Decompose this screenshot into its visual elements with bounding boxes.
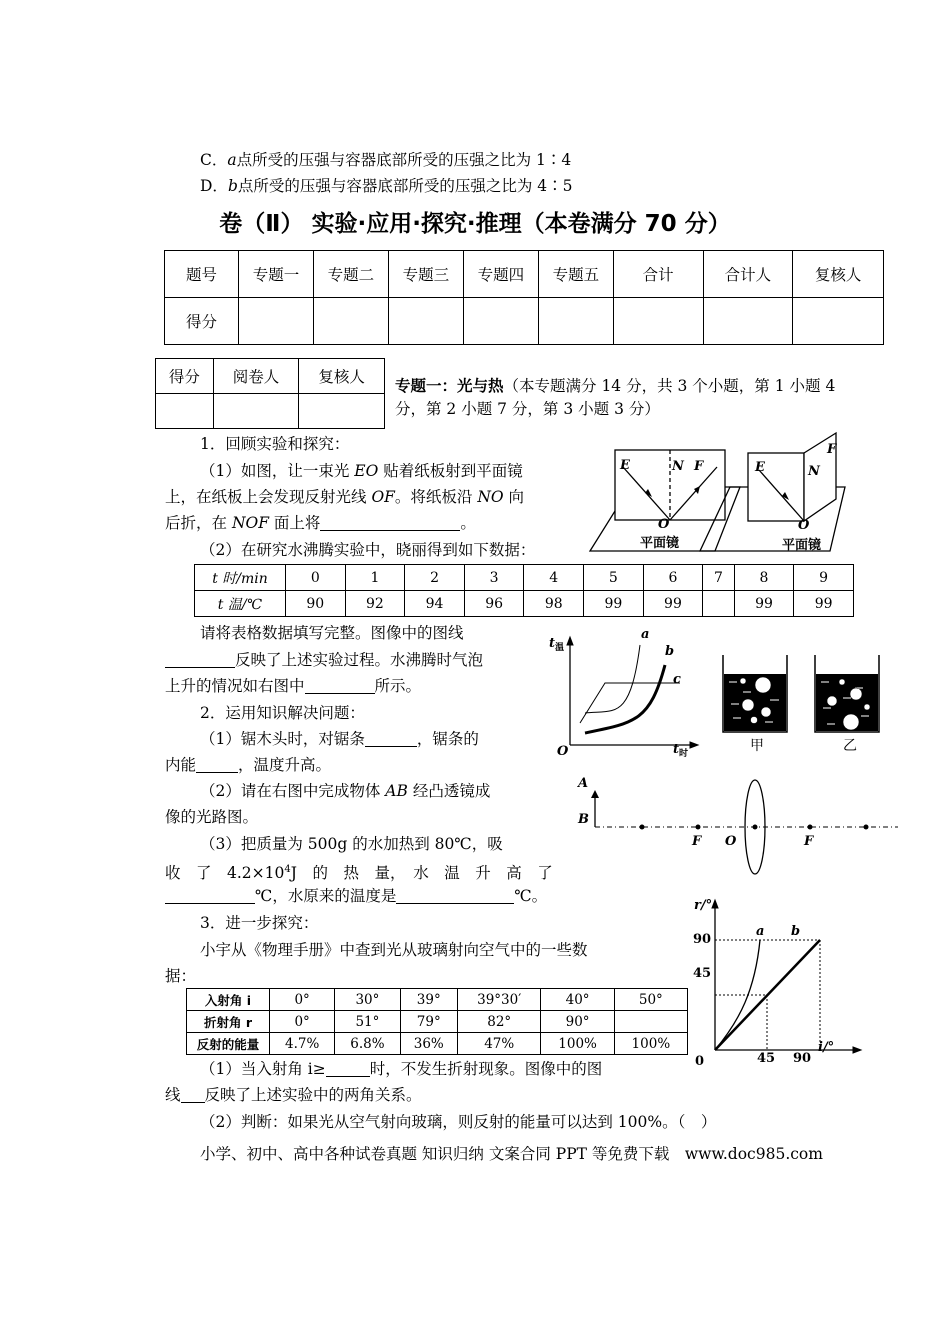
boil-temp-cell: 92 [345,591,405,617]
axis-y-label: r/° [694,898,713,913]
refraction-table-cell: 79° [400,1011,457,1033]
boil-time-cell: 7 [703,565,734,591]
refraction-data-table [186,988,688,1055]
boil-table-row-label: t 时/min [195,565,286,591]
score-table-header: 题号 [165,251,239,298]
curve-c-label: c [673,672,681,687]
refraction-graph [690,895,870,1075]
grader-table-header: 得分 [156,359,214,394]
score-table-header: 专题二 [313,251,388,298]
score-cell[interactable] [463,298,538,345]
refraction-table-row-label: 反射的能量 [187,1033,270,1055]
score-cell[interactable] [388,298,463,345]
q2-p3: （2）请在右图中完成物体 AB 经凸透镜成 [200,782,491,800]
refraction-table-row-label: 入射角 i [187,989,270,1011]
footer: 小学、初中、高中各种试卷真题 知识归纳 文案合同 PPT 等免费下载 www.doc985.com [200,1145,823,1163]
grader-table [155,358,385,429]
boil-temp-cell [703,591,734,617]
section-title: 卷（Ⅱ） 实验·应用·探究·推理（本卷满分 70 分） [219,211,731,237]
label-b: B [578,812,589,827]
answer-blank[interactable] [396,886,514,904]
score-cell[interactable] [793,298,884,345]
line-b-label: b [791,924,801,939]
x-tick-45: 45 [757,1051,776,1066]
convex-lens-figure [570,775,900,855]
boil-time-cell: 9 [794,565,854,591]
score-table-header: 专题一 [238,251,313,298]
q1-p7: 上升的情况如右图中 所示。 [165,677,422,695]
origin-label: O [557,744,569,759]
curve-b [585,665,665,733]
label-f-right: F [804,834,814,849]
boil-temp-cell: 98 [524,591,584,617]
refraction-table-cell: 0° [270,1011,335,1033]
axis-y-label: $t_温$ [549,636,565,653]
score-cell[interactable] [703,298,793,345]
refraction-table-cell: 100% [614,1033,687,1055]
curve-c [580,683,680,723]
boil-temp-cell: 99 [794,591,854,617]
q2-heading: 2．运用知识解决问题： [200,704,365,722]
score-table-row-label: 得分 [165,298,239,345]
q2-p5: （3）把质量为 500g 的水加热到 80℃，吸 [200,835,503,853]
score-table-header: 合计人 [703,251,793,298]
boiling-data-table [194,564,854,617]
curve-a-label: a [641,627,650,642]
refraction-table-cell: 100% [541,1033,614,1055]
refraction-table-cell: 50° [614,989,687,1011]
mirror-reflection-figure [590,442,910,560]
answer-blank[interactable] [196,755,238,773]
refraction-table-cell [614,1011,687,1033]
label-o: O [725,834,737,849]
y-tick-45: 45 [693,966,712,981]
refraction-table-cell: 4.7% [270,1033,335,1055]
boil-temp-cell: 94 [405,591,465,617]
option-c: C．a点所受的压强与容器底部所受的压强之比为 1∶4 [200,151,572,169]
option-d: D．b点所受的压强与容器底部所受的压强之比为 4∶5 [200,177,573,195]
axis-x-label: i/° [818,1040,835,1055]
refraction-table-cell: 30° [335,989,400,1011]
boil-time-cell: 8 [734,565,794,591]
curve-a [715,940,760,1050]
score-table [164,250,884,345]
boil-time-cell: 2 [405,565,465,591]
topic1-desc: 分，第 2 小题 7 分，第 3 小题 3 分） [395,400,660,418]
origin-label: 0 [695,1054,705,1069]
label-n-2: N [808,464,820,479]
boil-table-row-label: t 温/℃ [195,591,286,617]
boiling-graph [545,625,705,760]
answer-blank[interactable] [165,886,255,904]
q3-p4: 线 反映了上述实验中的两角关系。 [165,1086,422,1104]
answer-blank[interactable] [181,1085,205,1103]
label-n: N [672,459,684,474]
refraction-table-cell: 51° [335,1011,400,1033]
boil-time-cell: 5 [584,565,644,591]
y-tick-90: 90 [693,932,712,947]
grader-table-header: 阅卷人 [213,359,299,394]
topic1-title-line: 专题一：光与热（本专题满分 14 分，共 3 个小题，第 1 小题 4 [395,377,836,395]
refraction-table-cell: 36% [400,1033,457,1055]
label-a: A [578,776,589,791]
mirror-caption-2: 平面镜 [782,538,822,553]
score-cell[interactable] [313,298,388,345]
q1-p4: （2）在研究水沸腾实验中，晓丽得到如下数据： [200,541,536,559]
beaker-right-label: 乙 [843,738,857,754]
curve-a-label: a [756,924,765,939]
score-cell[interactable] [613,298,703,345]
q3-heading: 3．进一步探究： [200,914,319,932]
boil-temp-cell: 90 [286,591,346,617]
curve-b-label: b [665,644,675,659]
answer-blank[interactable] [326,1059,370,1077]
boil-temp-cell: 96 [464,591,524,617]
boil-time-cell: 4 [524,565,584,591]
refraction-table-row-label: 折射角 r [187,1011,270,1033]
boil-temp-cell: 99 [643,591,703,617]
refraction-table-cell: 90° [541,1011,614,1033]
score-table-header: 专题五 [538,251,613,298]
label-f-left: F [692,834,702,849]
label-e: E [620,458,630,473]
boil-time-cell: 6 [643,565,703,591]
answer-blank[interactable] [305,676,375,694]
score-cell[interactable] [538,298,613,345]
label-f: F [694,459,704,474]
q3-p2: 据： [165,967,197,985]
q2-p2: 内能 ，温度升高。 [165,756,332,774]
boil-temp-cell: 99 [584,591,644,617]
score-cell[interactable] [238,298,313,345]
refraction-table-cell: 40° [541,989,614,1011]
label-o: O [658,517,670,532]
score-table-header: 专题三 [388,251,463,298]
answer-blank[interactable] [320,513,460,531]
boil-time-cell: 0 [286,565,346,591]
q3-p1: 小宇从《物理手册》中查到光从玻璃射向空气中的一些数 [200,941,588,959]
q1-heading: 1．回顾实验和探究： [200,435,350,453]
q2-p7: ℃，水原来的温度是 ℃。 [165,884,547,908]
score-table-header: 专题四 [463,251,538,298]
axis-x-label: $t_时$ [673,742,689,759]
q1-p3: 后折，在 NOF 面上将 。 [165,514,476,532]
q1-p2: 上，在纸板上会发现反射光线 OF。将纸板沿 NO 向 [165,488,525,506]
refraction-table-cell: 47% [457,1033,541,1055]
beaker-left-label: 甲 [750,738,764,754]
boil-time-cell: 3 [464,565,524,591]
line-b [715,940,820,1050]
score-table-header: 合计 [613,251,703,298]
q2-p1: （1）锯木头时，对锯条 ，锯条的 [200,730,479,748]
answer-blank[interactable] [165,650,235,668]
refraction-table-cell: 39°30′ [457,989,541,1011]
q3-p5: （2）判断：如果光从空气射向玻璃，则反射的能量可以达到 100%。（ ） [200,1113,717,1131]
label-f-2: F [827,442,837,457]
label-o-2: O [798,518,810,533]
boil-temp-cell: 99 [734,591,794,617]
beakers-figure [715,652,895,757]
q1-p5: 请将表格数据填写完整。图像中的图线 [200,624,464,642]
answer-blank[interactable] [365,729,417,747]
refraction-table-cell: 6.8% [335,1033,400,1055]
boil-time-cell: 1 [345,565,405,591]
curve-a [585,645,640,713]
mirror-caption: 平面镜 [640,536,680,551]
refraction-table-cell: 0° [270,989,335,1011]
q2-p4: 像的光路图。 [165,808,259,826]
refraction-table-cell: 82° [457,1011,541,1033]
x-tick-90: 90 [793,1051,812,1066]
q2-p6: 收 了 $4.2\times 10^4J$ 的 热 量， 水 温 升 高 了 [165,864,553,883]
label-e-2: E [755,460,765,475]
grader-table-header: 复核人 [299,359,385,394]
q1-p1: （1）如图，让一束光 EO 贴着纸板射到平面镜 [200,462,523,480]
score-table-header: 复核人 [793,251,884,298]
refraction-table-cell: 39° [400,989,457,1011]
q1-p6: 反映了上述实验过程。水沸腾时气泡 [165,648,483,672]
q3-p3: （1）当入射角 i≥ 时，不发生折射现象。图像中的图 [200,1060,603,1078]
